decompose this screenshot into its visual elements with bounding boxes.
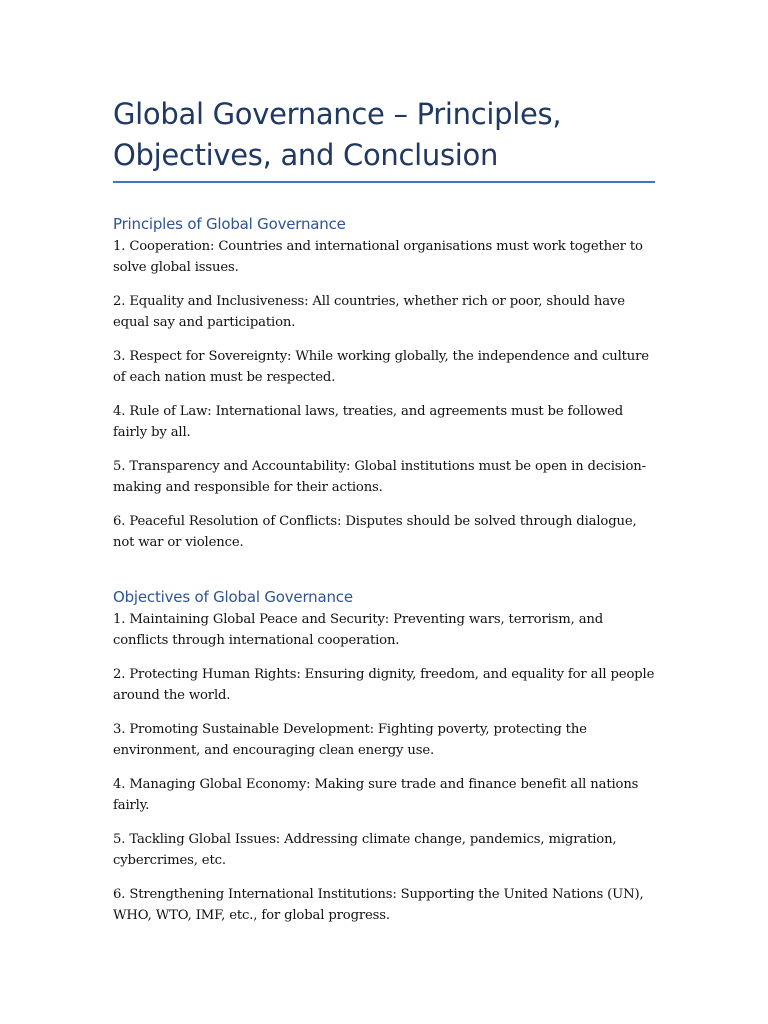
- objective-item-5: 5. Tackling Global Issues: Addressing climate change, pandemics, migration, cybercrimes, etc.: [113, 832, 617, 868]
- objective-item-3: 3. Promoting Sustainable Development: Fighting poverty, protecting the environment, and encouraging clean energy use.: [113, 722, 587, 758]
- objectives-list: [113, 609, 655, 926]
- principle-item-2: 2. Equality and Inclusiveness: All countries, whether rich or poor, should have equal say and participation.: [113, 294, 625, 330]
- title-underline-divider: [113, 181, 655, 183]
- principles-section: [113, 214, 655, 553]
- principle-item-4: 4. Rule of Law: International laws, treaties, and agreements must be followed fairly by all.: [113, 404, 624, 440]
- principle-item-1: 1. Cooperation: Countries and international organisations must work together to solve global issues.: [113, 239, 643, 275]
- objective-item-6: 6. Strengthening International Institutions: Supporting the United Nations (UN), WHO, WTO, IMF, etc., for global progress.: [113, 887, 644, 923]
- principle-item-5: 5. Transparency and Accountability: Global institutions must be open in decision-making and responsible for their actions.: [113, 459, 646, 495]
- document-title: Global Governance – Principles, Objectives, and Conclusion: [113, 97, 562, 172]
- objective-item-2: 2. Protecting Human Rights: Ensuring dignity, freedom, and equality for all people around the world.: [113, 667, 655, 703]
- principle-item-3: 3. Respect for Sovereignty: While working globally, the independence and culture of each nation must be respected.: [113, 349, 649, 385]
- objective-item-4: 4. Managing Global Economy: Making sure trade and finance benefit all nations fairly.: [113, 777, 639, 813]
- principle-item-6: 6. Peaceful Resolution of Conflicts: Disputes should be solved through dialogue, not war or violence.: [113, 514, 637, 550]
- objectives-heading: Objectives of Global Governance: [113, 588, 353, 606]
- objectives-section: [113, 587, 655, 926]
- objective-item-1: 1. Maintaining Global Peace and Security: Preventing wars, terrorism, and conflicts through international cooperation.: [113, 612, 604, 648]
- document-page: [113, 94, 655, 926]
- principles-heading: Principles of Global Governance: [113, 215, 346, 233]
- principles-list: [113, 236, 655, 553]
